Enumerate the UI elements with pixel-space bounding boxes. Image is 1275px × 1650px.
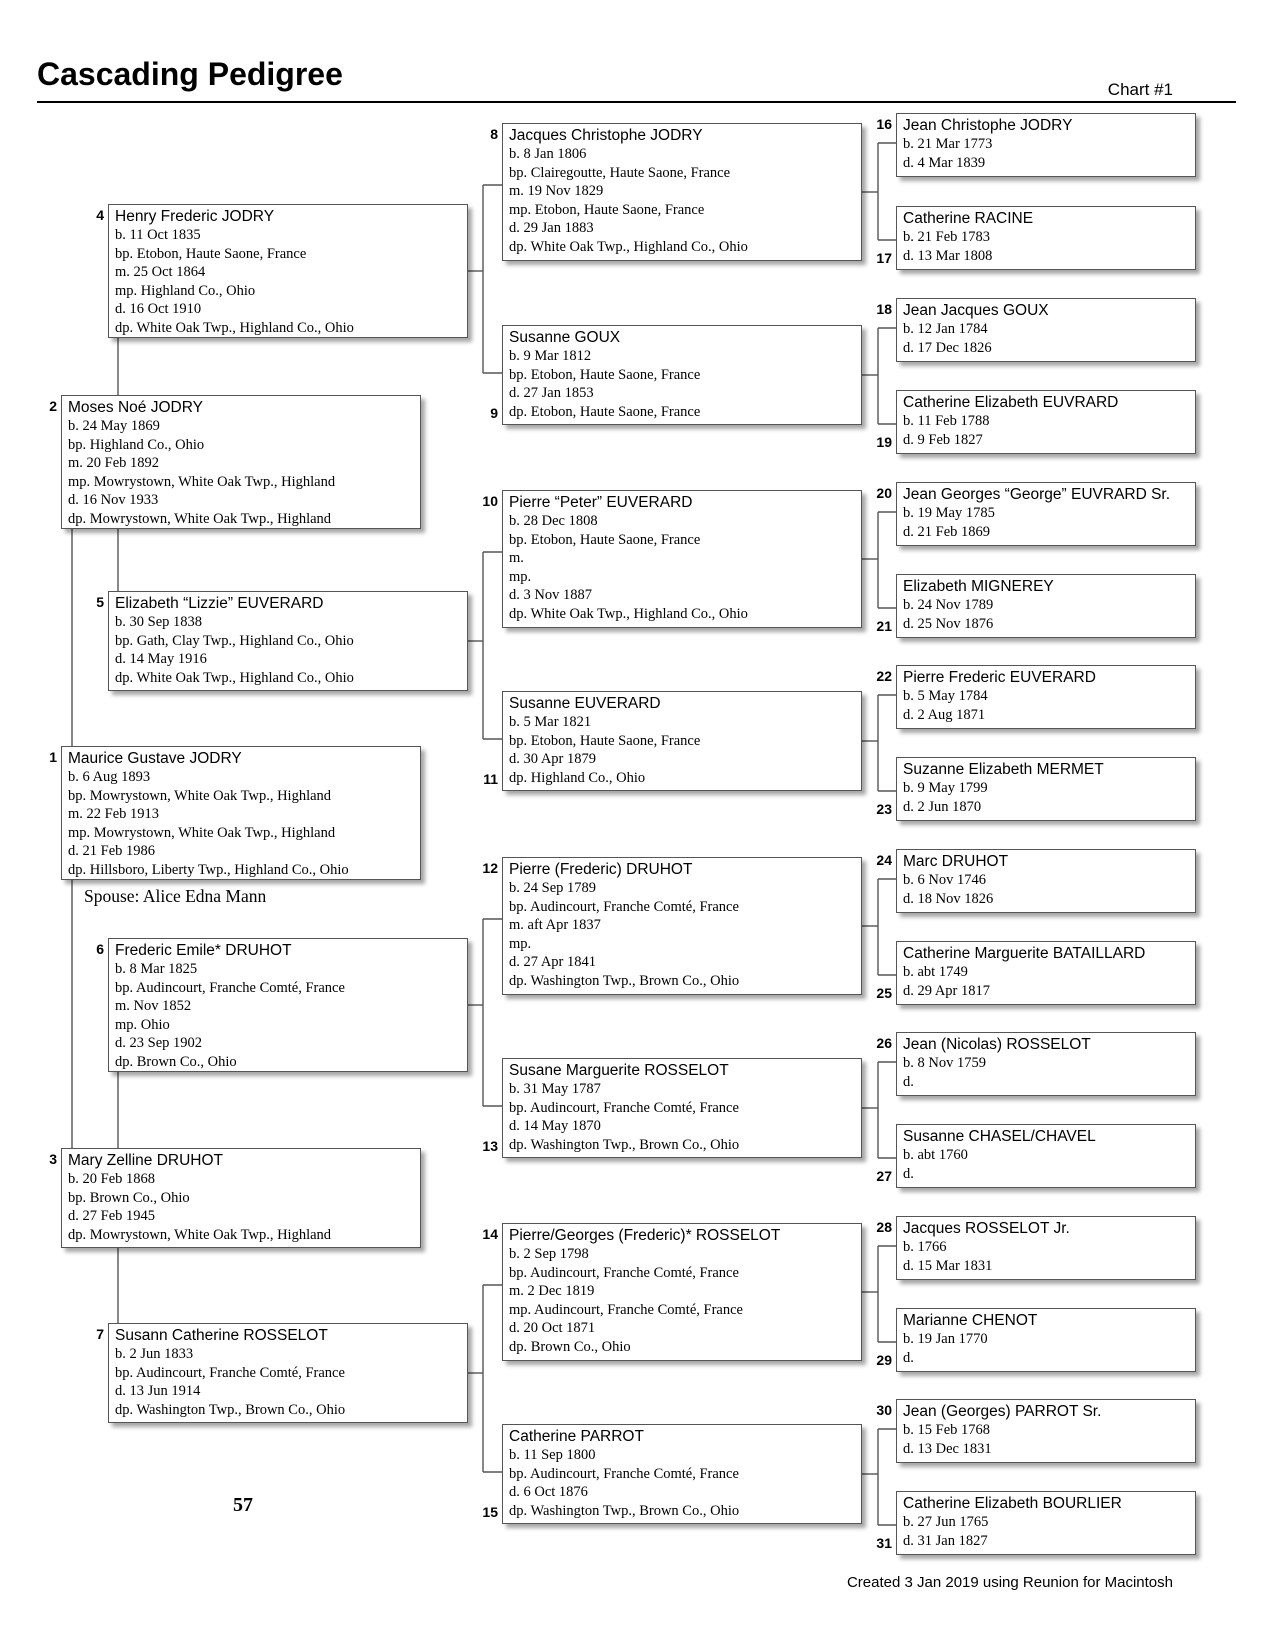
person-detail-line: b. 5 Mar 1821 <box>509 714 592 730</box>
person-number: 20 <box>876 485 892 501</box>
person-detail-line: mp. <box>509 568 532 585</box>
person-detail-line: bp. Etobon, Haute Saone, France <box>509 531 701 548</box>
person-detail-line: d. 4 Mar 1839 <box>903 154 986 171</box>
person-number: 23 <box>876 801 892 817</box>
person-box-4 <box>108 204 468 338</box>
person-detail-line: d. 29 Jan 1883 <box>509 220 594 236</box>
person-name: Susanne EUVERARD <box>509 695 661 712</box>
person-number: 8 <box>490 126 498 142</box>
person-detail-line: bp. Audincourt, Franche Comté, France <box>115 1364 345 1381</box>
person-detail-line: b. 20 Feb 1868 <box>68 1171 155 1187</box>
person-box-14 <box>502 1223 862 1361</box>
person-name: Jean Jacques GOUX <box>903 302 1049 319</box>
person-detail-line: d. 20 Oct 1871 <box>509 1320 596 1336</box>
person-box-19 <box>896 390 1196 454</box>
person-detail-line: d. 9 Feb 1827 <box>903 431 983 448</box>
person-detail-line: d. 25 Nov 1876 <box>903 615 994 632</box>
person-box-23 <box>896 757 1196 821</box>
person-detail-line: mp. Ohio <box>115 1016 170 1033</box>
person-box-6 <box>108 938 468 1072</box>
person-detail-line: m. 25 Oct 1864 <box>115 264 206 280</box>
person-number: 2 <box>49 398 57 414</box>
person-box-29 <box>896 1308 1196 1372</box>
person-detail-line: b. 19 May 1785 <box>903 505 995 521</box>
person-number: 7 <box>96 1326 104 1342</box>
person-detail-line: b. 24 Nov 1789 <box>903 597 994 613</box>
person-detail-line: d. 16 Nov 1933 <box>68 492 159 508</box>
person-name: Jean Christophe JODRY <box>903 117 1073 134</box>
person-number: 1 <box>49 749 57 765</box>
person-detail-line: dp. White Oak Twp., Highland Co., Ohio <box>115 319 354 336</box>
person-box-31 <box>896 1491 1196 1555</box>
person-number: 16 <box>876 116 892 132</box>
person-detail-line: dp. Brown Co., Ohio <box>115 1053 237 1070</box>
person-detail-line: b. 6 Nov 1746 <box>903 872 986 888</box>
person-detail-line: b. 8 Mar 1825 <box>115 961 198 977</box>
person-number: 15 <box>482 1504 498 1520</box>
person-detail-line: bp. Etobon, Haute Saone, France <box>509 366 701 383</box>
person-detail-line: b. 11 Oct 1835 <box>115 227 201 243</box>
person-name: Catherine Marguerite BATAILLARD <box>903 945 1146 962</box>
person-detail-line: b. 2 Sep 1798 <box>509 1246 589 1262</box>
person-number: 5 <box>96 594 104 610</box>
person-detail-line: b. 12 Jan 1784 <box>903 321 988 337</box>
person-number: 25 <box>876 985 892 1001</box>
person-detail-line: d. 23 Sep 1902 <box>115 1035 202 1051</box>
person-name: Moses Noé JODRY <box>68 399 203 416</box>
person-box-2 <box>61 395 421 529</box>
person-detail-line: bp. Etobon, Haute Saone, France <box>115 245 307 262</box>
person-detail-line: bp. Audincourt, Franche Comté, France <box>509 1264 739 1281</box>
person-number: 13 <box>482 1138 498 1154</box>
person-name: Pierre Frederic EUVERARD <box>903 669 1096 686</box>
person-detail-line: dp. Brown Co., Ohio <box>509 1338 631 1355</box>
person-detail-line: bp. Clairegoutte, Haute Saone, France <box>509 164 731 181</box>
spouse-note: Spouse: Alice Edna Mann <box>84 886 267 906</box>
person-detail-line: m. 19 Nov 1829 <box>509 183 604 199</box>
person-detail-line: d. 13 Dec 1831 <box>903 1440 992 1457</box>
person-detail-line: b. 11 Feb 1788 <box>903 413 990 429</box>
person-detail-line: m. 20 Feb 1892 <box>68 455 160 471</box>
person-detail-line: mp. Etobon, Haute Saone, France <box>509 201 705 218</box>
person-detail-line: d. 29 Apr 1817 <box>903 982 990 999</box>
person-box-12 <box>502 857 862 995</box>
person-box-3 <box>61 1148 421 1248</box>
person-detail-line: b. 6 Aug 1893 <box>68 769 151 785</box>
person-name: Henry Frederic JODRY <box>115 208 275 225</box>
person-detail-line: d. 13 Mar 1808 <box>903 247 993 264</box>
person-detail-line: d. 6 Oct 1876 <box>509 1484 588 1500</box>
person-detail-line: d. 2 Aug 1871 <box>903 706 986 723</box>
person-detail-line: dp. Highland Co., Ohio <box>509 769 646 786</box>
person-detail-line: b. 15 Feb 1768 <box>903 1422 990 1438</box>
person-name: Jean (Georges) PARROT Sr. <box>903 1403 1102 1420</box>
person-name: Catherine Elizabeth BOURLIER <box>903 1495 1122 1512</box>
footer-created: Created 3 Jan 2019 using Reunion for Macintosh <box>846 1574 1173 1591</box>
person-name: Jacques ROSSELOT Jr. <box>903 1220 1070 1237</box>
person-detail-line: dp. Etobon, Haute Saone, France <box>509 403 701 420</box>
person-number: 17 <box>876 250 892 266</box>
person-box-11 <box>502 691 862 791</box>
person-name: Susanne GOUX <box>509 329 621 346</box>
person-detail-line: d. 15 Mar 1831 <box>903 1257 993 1274</box>
person-number: 10 <box>482 493 498 509</box>
person-number: 14 <box>482 1226 498 1242</box>
person-detail-line: mp. <box>509 935 532 952</box>
person-detail-line: d. 27 Feb 1945 <box>68 1208 155 1224</box>
person-number: 26 <box>876 1035 892 1051</box>
person-box-7 <box>108 1323 468 1423</box>
person-name: Mary Zelline DRUHOT <box>68 1152 224 1169</box>
person-detail-line: d. 16 Oct 1910 <box>115 301 202 317</box>
person-detail-line: b. 24 May 1869 <box>68 418 160 434</box>
person-detail-line: b. abt 1760 <box>903 1147 968 1163</box>
person-number: 22 <box>876 668 892 684</box>
person-detail-line: bp. Audincourt, Franche Comté, France <box>509 1465 739 1482</box>
person-name: Marianne CHENOT <box>903 1312 1038 1329</box>
person-number: 4 <box>96 207 104 223</box>
person-detail-line: b. 9 Mar 1812 <box>509 348 592 364</box>
person-detail-line: dp. Mowrystown, White Oak Twp., Highland <box>68 1226 332 1243</box>
person-detail-line: d. 14 May 1916 <box>115 651 207 667</box>
person-detail-line: bp. Highland Co., Ohio <box>68 436 205 453</box>
person-detail-line: b. 9 May 1799 <box>903 780 988 796</box>
person-detail-line: bp. Audincourt, Franche Comté, France <box>509 898 739 915</box>
person-detail-line: b. 24 Sep 1789 <box>509 880 596 896</box>
person-name: Susann Catherine ROSSELOT <box>115 1327 328 1344</box>
person-detail-line: dp. White Oak Twp., Highland Co., Ohio <box>115 669 354 686</box>
person-number: 12 <box>482 860 498 876</box>
person-number: 31 <box>876 1535 892 1551</box>
person-box-22 <box>896 665 1196 729</box>
person-box-20 <box>896 482 1196 546</box>
person-number: 9 <box>490 405 498 421</box>
person-box-18 <box>896 298 1196 362</box>
person-detail-line: bp. Audincourt, Franche Comté, France <box>115 979 345 996</box>
person-box-27 <box>896 1124 1196 1188</box>
person-box-28 <box>896 1216 1196 1280</box>
person-number: 21 <box>876 618 892 634</box>
person-detail-line: d. <box>903 1165 914 1182</box>
person-detail-line: b. 21 Mar 1773 <box>903 136 993 152</box>
person-detail-line: d. 27 Apr 1841 <box>509 954 596 970</box>
person-box-16 <box>896 113 1196 177</box>
person-name: Jean (Nicolas) ROSSELOT <box>903 1036 1091 1053</box>
person-detail-line: d. 13 Jun 1914 <box>115 1383 201 1399</box>
person-detail-line: mp. Mowrystown, White Oak Twp., Highland <box>68 473 336 490</box>
person-detail-line: d. 31 Jan 1827 <box>903 1532 988 1549</box>
person-box-21 <box>896 574 1196 638</box>
person-box-15 <box>502 1424 862 1524</box>
person-name: Frederic Emile* DRUHOT <box>115 942 292 959</box>
person-detail-line: dp. White Oak Twp., Highland Co., Ohio <box>509 238 748 255</box>
person-box-13 <box>502 1058 862 1158</box>
person-detail-line: dp. Washington Twp., Brown Co., Ohio <box>115 1401 346 1418</box>
person-number: 24 <box>876 852 892 868</box>
person-detail-line: b. 31 May 1787 <box>509 1081 601 1097</box>
page-number: 57 <box>233 1494 253 1516</box>
person-name: Elizabeth “Lizzie” EUVERARD <box>115 595 324 612</box>
person-detail-line: dp. White Oak Twp., Highland Co., Ohio <box>509 605 748 622</box>
person-detail-line: m. Nov 1852 <box>115 998 192 1014</box>
person-detail-line: m. <box>509 550 524 566</box>
person-detail-line: bp. Etobon, Haute Saone, France <box>509 732 701 749</box>
person-box-17 <box>896 206 1196 270</box>
person-detail-line: bp. Gath, Clay Twp., Highland Co., Ohio <box>115 632 354 649</box>
person-detail-line: mp. Mowrystown, White Oak Twp., Highland <box>68 824 336 841</box>
person-detail-line: b. abt 1749 <box>903 964 968 980</box>
person-name: Pierre/Georges (Frederic)* ROSSELOT <box>509 1227 781 1244</box>
person-detail-line: b. 27 Jun 1765 <box>903 1514 989 1530</box>
person-box-30 <box>896 1399 1196 1463</box>
person-box-8 <box>502 123 862 261</box>
person-box-25 <box>896 941 1196 1005</box>
person-detail-line: m. 2 Dec 1819 <box>509 1283 595 1299</box>
person-detail-line: b. 1766 <box>903 1239 947 1255</box>
person-detail-line: b. 19 Jan 1770 <box>903 1331 988 1347</box>
person-name: Susane Marguerite ROSSELOT <box>509 1062 729 1079</box>
person-detail-line: d. 30 Apr 1879 <box>509 751 596 767</box>
person-detail-line: dp. Mowrystown, White Oak Twp., Highland <box>68 510 332 527</box>
page-title: Cascading Pedigree <box>37 56 343 92</box>
person-number: 3 <box>49 1151 57 1167</box>
person-detail-line: b. 28 Dec 1808 <box>509 513 598 529</box>
person-number: 28 <box>876 1219 892 1235</box>
person-number: 11 <box>483 771 498 787</box>
person-detail-line: d. 3 Nov 1887 <box>509 587 592 603</box>
person-detail-line: m. 22 Feb 1913 <box>68 806 160 822</box>
person-detail-line: bp. Brown Co., Ohio <box>68 1189 190 1206</box>
person-detail-line: dp. Washington Twp., Brown Co., Ohio <box>509 1502 740 1519</box>
person-detail-line: d. 2 Jun 1870 <box>903 798 982 815</box>
person-name: Jean Georges “George” EUVRARD Sr. <box>903 486 1171 503</box>
person-box-5 <box>108 591 468 691</box>
person-name: Susanne CHASEL/CHAVEL <box>903 1128 1096 1145</box>
person-box-10 <box>502 490 862 628</box>
person-detail-line: b. 8 Jan 1806 <box>509 146 587 162</box>
person-detail-line: bp. Audincourt, Franche Comté, France <box>509 1099 739 1116</box>
person-detail-line: dp. Hillsboro, Liberty Twp., Highland Co., Ohio <box>68 861 349 878</box>
person-detail-line: b. 30 Sep 1838 <box>115 614 202 630</box>
person-detail-line: b. 8 Nov 1759 <box>903 1055 986 1071</box>
person-name: Elizabeth MIGNEREY <box>903 578 1054 595</box>
person-detail-line: mp. Audincourt, Franche Comté, France <box>509 1301 743 1318</box>
person-number: 30 <box>876 1402 892 1418</box>
person-detail-line: d. 17 Dec 1826 <box>903 339 992 356</box>
person-box-26 <box>896 1032 1196 1096</box>
person-number: 27 <box>876 1168 892 1184</box>
person-name: Pierre (Frederic) DRUHOT <box>509 861 693 878</box>
person-detail-line: d. 18 Nov 1826 <box>903 890 994 907</box>
person-name: Marc DRUHOT <box>903 853 1009 870</box>
person-name: Maurice Gustave JODRY <box>68 750 242 767</box>
person-name: Suzanne Elizabeth MERMET <box>903 761 1104 778</box>
person-box-9 <box>502 325 862 425</box>
person-detail-line: d. 21 Feb 1986 <box>68 843 155 859</box>
person-detail-line: d. 21 Feb 1869 <box>903 523 990 540</box>
person-name: Catherine RACINE <box>903 210 1034 227</box>
person-detail-line: bp. Mowrystown, White Oak Twp., Highland <box>68 787 332 804</box>
person-name: Catherine Elizabeth EUVRARD <box>903 394 1119 411</box>
chart-number: Chart #1 <box>1107 80 1173 99</box>
person-detail-line: d. 14 May 1870 <box>509 1118 601 1134</box>
person-detail-line: b. 11 Sep 1800 <box>509 1447 596 1463</box>
person-detail-line: b. 5 May 1784 <box>903 688 988 704</box>
person-detail-line: dp. Washington Twp., Brown Co., Ohio <box>509 972 740 989</box>
person-detail-line: b. 2 Jun 1833 <box>115 1346 194 1362</box>
person-detail-line: d. <box>903 1349 914 1366</box>
person-detail-line: b. 21 Feb 1783 <box>903 229 990 245</box>
person-number: 29 <box>876 1352 892 1368</box>
person-detail-line: d. 27 Jan 1853 <box>509 385 594 401</box>
person-name: Pierre “Peter” EUVERARD <box>509 494 693 511</box>
person-number: 19 <box>876 434 892 450</box>
person-number: 18 <box>876 301 892 317</box>
person-box-24 <box>896 849 1196 913</box>
person-detail-line: mp. Highland Co., Ohio <box>115 282 256 299</box>
person-detail-line: dp. Washington Twp., Brown Co., Ohio <box>509 1136 740 1153</box>
person-detail-line: m. aft Apr 1837 <box>509 917 601 933</box>
person-name: Catherine PARROT <box>509 1428 644 1445</box>
person-detail-line: d. <box>903 1073 914 1090</box>
person-box-1 <box>61 746 421 880</box>
person-number: 6 <box>96 941 104 957</box>
person-name: Jacques Christophe JODRY <box>509 127 703 144</box>
